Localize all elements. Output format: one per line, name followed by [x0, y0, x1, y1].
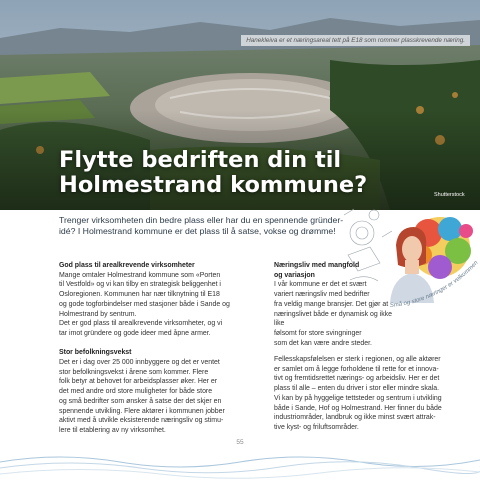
- text-line: stor befolkningsvekst i årene som kommer. Flere: [59, 368, 209, 376]
- image-credit: Shutterstock: [434, 192, 465, 198]
- section-heading: Stor befolkningsvekst: [59, 349, 132, 357]
- text-line: Fellesskapsfølelsen er sterk i regionen, og alle aktører: [274, 356, 441, 363]
- section-body: [59, 271, 256, 339]
- text-line: spennende utvikling. Flere aktører i kommunen jobber: [59, 407, 225, 415]
- text-line: Mange omtaler Holmestrand kommune som «Porten: [59, 271, 221, 279]
- text-line: plass til alle – enten du driver i stor eller mindre skala.: [274, 385, 440, 393]
- text-line: er samlet om å legge forholdene til rette for et innova-: [274, 365, 439, 373]
- text-line: variert næringsliv med bedrifter: [274, 291, 370, 299]
- section-body: [274, 280, 400, 348]
- text-line: aktivt med å utvikle eksisterende næringsliv og stimu-: [59, 417, 224, 425]
- text-line: lere til etablering av ny virksomhet.: [59, 426, 166, 434]
- text-line: og gode togforbindelser med stasjoner både i Sande og: [59, 300, 230, 308]
- article-column-right-bottom: [274, 355, 474, 433]
- text-line: det med andre ord store muligheter for både store: [59, 388, 213, 396]
- text-line: Det er god plass til arealkrevende virksomheter, og vi: [59, 320, 223, 328]
- text-line: tive kyst- og friluftsområder.: [274, 423, 359, 431]
- photo-caption: Hanekleiva er et næringsareal tett på E18 som rommer plasskrevende næring.: [241, 35, 470, 46]
- page-title: [59, 148, 367, 198]
- text-line: Holmestrand by sentrum.: [59, 310, 137, 318]
- title-line: Flytte bedriften din til: [59, 147, 342, 173]
- text-line: fra veldig mange bransjer. Det gjør at: [274, 300, 389, 308]
- footer-wave-decoration: [0, 448, 480, 480]
- text-line: I vår kommune er det et svært: [274, 281, 367, 289]
- text-line: Vi kan by på hyggelige tettsteder og sentrum i utvikling: [274, 394, 442, 402]
- text-line: som det kan være andre steder.: [274, 339, 372, 347]
- section-heading: og variasjon: [274, 271, 315, 279]
- text-line: folk betyr at behovet for arbeidsplasser øker. Her er: [59, 378, 218, 386]
- text-line: industriområder, landbruk og ikke minst svært attrak-: [274, 414, 436, 422]
- text-line: tivt og fremtidsrettet nærings- og arbeidsliv. Her er det: [274, 375, 440, 383]
- text-line: næringslivet både er dynamisk og ikke like: [274, 310, 392, 328]
- text-line: både i Sande, Hof og Holmestrand. Her finner du både: [274, 404, 442, 412]
- text-line: tar imot gründere og gode ideer med åpne armer.: [59, 329, 211, 337]
- section-heading: God plass til arealkrevende virksomheter: [59, 262, 195, 269]
- page-number: 55: [236, 439, 244, 446]
- text-line: Det er i dag over 25 000 innbyggere og det er ventet: [59, 359, 220, 367]
- text-line: og små bedrifter som ønsker å satse der det skjer en: [59, 397, 222, 405]
- section-body: [59, 358, 256, 436]
- article-column-right-top: [274, 261, 400, 348]
- text-line: til Vestfold» og vi kan tilby en strategisk beliggenhet i: [59, 281, 221, 289]
- text-line: Osloregionen. Kommunen har nær tilknytning til E18: [59, 291, 220, 299]
- title-line: Holmestrand kommune?: [59, 172, 368, 198]
- intro-paragraph: Trenger virksomheten din bedre plass eller har du en spennende gründer-idé? I Holmestrand kommune er det plass til å satse, vokse og drømme!: [59, 215, 344, 237]
- article-column-left: [59, 261, 256, 436]
- section-heading: Næringsliv med mangfold: [274, 262, 360, 269]
- text-line: følsomt for store svingninger: [274, 329, 362, 337]
- figure-caption: Små og store næringer er velkommen: [389, 260, 480, 310]
